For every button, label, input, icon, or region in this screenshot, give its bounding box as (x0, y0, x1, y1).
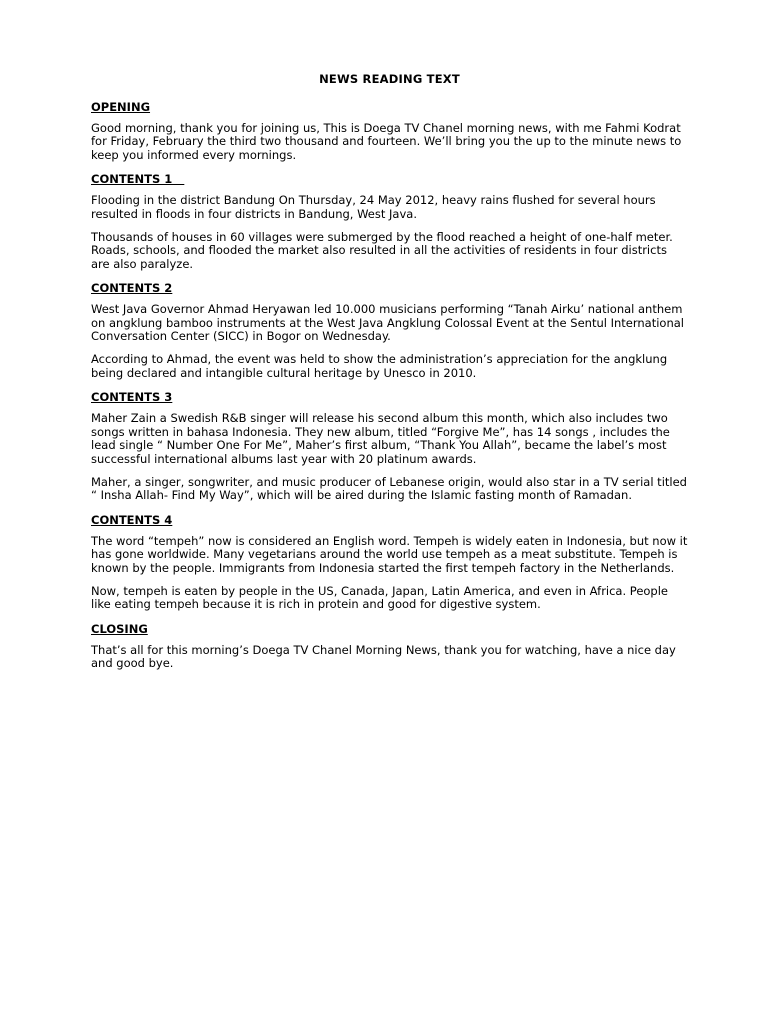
paragraph: Maher, a singer, songwriter, and music producer of Lebanese origin, would also star in a TV serial titled “ Insha Allah- Find My Way”, which will be aired during the Islamic fasting month of Ramadan. (91, 474, 687, 503)
section-heading: CONTENTS 1 (91, 172, 185, 187)
paragraph: According to Ahmad, the event was held to show the administration’s appreciation for the angklung being declared and intangible cultural heritage by Unesco in 2010. (91, 352, 668, 380)
section-heading: CONTENTS 3 (91, 390, 173, 405)
paragraph: Now, tempeh is eaten by people in the US, Canada, Japan, Latin America, and even in Africa. People like eating tempeh because it is rich in protein and good for digestive system. (91, 583, 668, 612)
paragraph: Good morning, thank you for joining us, This is Doega TV Chanel morning news, with me Fahmi Kodrat for Friday, February the third two thousand and fourteen. We’ll bring you the up to the minute news to keep you informed every mornings. (91, 121, 682, 162)
section-heading: CONTENTS 2 (91, 281, 173, 296)
section-contents-3 (91, 390, 688, 502)
section-opening (91, 100, 688, 162)
document-title: NEWS READING TEXT (319, 72, 460, 86)
section-heading: OPENING (91, 100, 151, 114)
section-heading: CONTENTS 4 (91, 512, 173, 527)
paragraph: Thousands of houses in 60 villages were submerged by the flood reached a height of one-half meter. Roads, schools, and flooded the market also resulted in all the activities of residents in four districts are also paralyze. (91, 230, 673, 271)
section-contents-4 (91, 513, 688, 612)
section-contents-1 (91, 172, 688, 271)
paragraph: West Java Governor Ahmad Heryawan led 10.000 musicians performing “Tanah Airku’ national anthem on angklung bamboo instruments at the West Java Angklung Colossal Event at the Sentul International Conversation Center (SICC) in Bogor on Wednesday. (91, 302, 684, 344)
section-contents-2 (91, 281, 688, 380)
section-heading: CLOSING (91, 621, 148, 636)
section-closing (91, 622, 688, 671)
paragraph: Flooding in the district Bandung On Thursday, 24 May 2012, heavy rains flushed for several hours resulted in floods in four districts in Bandung, West Java. (91, 193, 656, 221)
paragraph: Maher Zain a Swedish R&B singer will release his second album this month, which also includes two songs written in bahasa Indonesia. They new album, titled “Forgive Me”, has 14 songs , includes the lead single “ Number One For Me”, Maher’s first album, “Thank You Allah”, became the label’s most successful international albums last year with 20 platinum awards. (91, 411, 670, 466)
paragraph: The word “tempeh” now is considered an English word. Tempeh is widely eaten in Indonesia, but now it has gone worldwide. Many vegetarians around the world use tempeh as a meat substitute. Tempeh is known by the people. Immigrants from Indonesia started the first tempeh factory in the Netherlands. (91, 533, 688, 575)
paragraph: That’s all for this morning’s Doega TV Chanel Morning News, thank you for watching, have a nice day and good bye. (91, 642, 676, 671)
